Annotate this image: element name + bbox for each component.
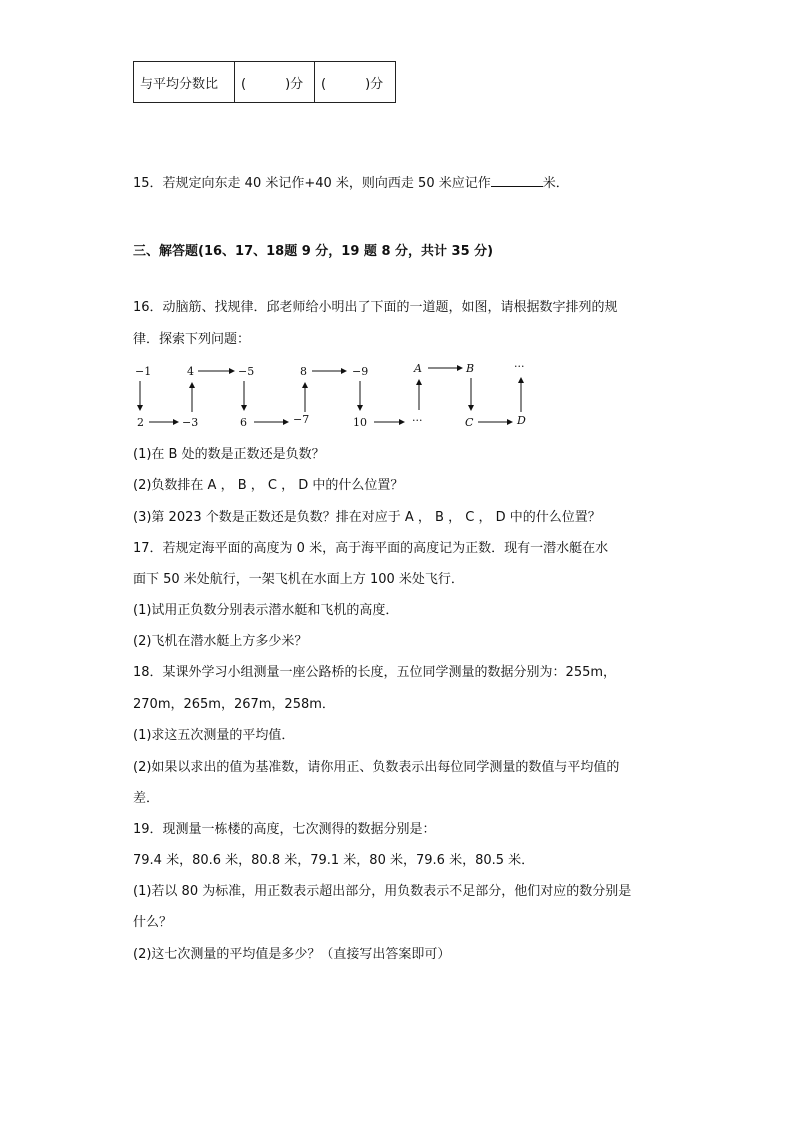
q18-line1: 18．某课外学习小组测量一座公路桥的长度，五位同学测量的数据分别为：255m， xyxy=(133,665,617,680)
q17-line1: 17．若规定海平面的高度为 0 米，高于海平面的高度记为正数．现有一潜水艇在水 xyxy=(133,541,609,556)
bottom-label-C: C xyxy=(465,416,474,429)
q19-part2: (2)这七次测量的平均值是多少？（直接写出答案即可） xyxy=(133,947,451,962)
q16-part2: (2)负数排在 A ， B ， C ， D 中的什么位置？ xyxy=(133,478,404,493)
q18-part2-line1: (2)如果以求出的值为基准数，请你用正、负数表示出每位同学测量的数值与平均值的 xyxy=(133,760,620,775)
question-15 xyxy=(133,172,569,191)
answer-blank xyxy=(491,174,543,187)
top-num-5: −9 xyxy=(352,365,369,378)
q17-part2: (2)飞机在潜水艇上方多少米？ xyxy=(133,634,308,649)
q17-line2: 面下 50 米处航行，一架飞机在水面上方 100 米处飞行． xyxy=(133,572,464,587)
q19-line1: 19．现测量一栋楼的高度，七次测得的数据分别是： xyxy=(133,822,436,837)
q19-line2: 79.4 米，80.6 米，80.8 米，79.1 米，80 米，79.6 米，80.5 米． xyxy=(133,853,535,868)
row-label: 与平均分数比 xyxy=(134,62,235,103)
top-num-4: 8 xyxy=(300,365,307,378)
number-pattern-diagram xyxy=(128,358,548,434)
q18-line2: 270m，265m，267m，258m． xyxy=(133,697,335,712)
bottom-label-D: D xyxy=(517,414,526,427)
q18-part1: (1)求这五次测量的平均值． xyxy=(133,728,295,743)
q18-part2-line2: 差． xyxy=(133,791,160,806)
answer-cell-1: ( )分 xyxy=(235,62,315,103)
bottom-num-5: 10 xyxy=(353,416,367,429)
top-label-A: A xyxy=(414,362,422,375)
top-num-3: −5 xyxy=(238,365,255,378)
bottom-num-3: 6 xyxy=(240,416,247,429)
bottom-num-4: −7 xyxy=(293,413,310,426)
bottom-ellipsis: ··· xyxy=(412,414,423,427)
answer-cell-2: ( )分 xyxy=(315,62,396,103)
q16-part1: (1)在 B 处的数是正数还是负数？ xyxy=(133,447,325,462)
q17-part1: (1)试用正负数分别表示潜水艇和飞机的高度． xyxy=(133,603,399,618)
q15-unit: 米． xyxy=(542,176,569,191)
q16-part3: (3)第 2023 个数是正数还是负数？排在对应于 A ， B ， C ， D 中的什么位置？ xyxy=(133,510,601,525)
q16-line2: 律．探索下列问题： xyxy=(133,332,251,347)
top-ellipsis: ··· xyxy=(514,360,525,373)
score-comparison-table xyxy=(133,61,396,103)
top-num-2: 4 xyxy=(187,365,194,378)
q19-part1-line2: 什么？ xyxy=(133,915,173,930)
bottom-num-1: 2 xyxy=(137,416,144,429)
table-row xyxy=(134,62,396,103)
q19-part1-line1: (1)若以 80 为标准，用正数表示超出部分，用负数表示不足部分，他们对应的数分别是 xyxy=(133,884,632,899)
top-label-B: B xyxy=(466,362,475,375)
section-3-heading: 三、解答题(16、17、18题 9 分，19 题 8 分，共计 35 分) xyxy=(133,244,494,259)
q16-line1: 16．动脑筋、找规律．邱老师给小明出了下面的一道题，如图，请根据数字排列的规 xyxy=(133,300,618,315)
top-num-1: −1 xyxy=(135,365,152,378)
q15-text: 15．若规定向东走 40 米记作+40 米，则向西走 50 米应记作 xyxy=(133,176,491,191)
bottom-num-2: −3 xyxy=(182,416,199,429)
